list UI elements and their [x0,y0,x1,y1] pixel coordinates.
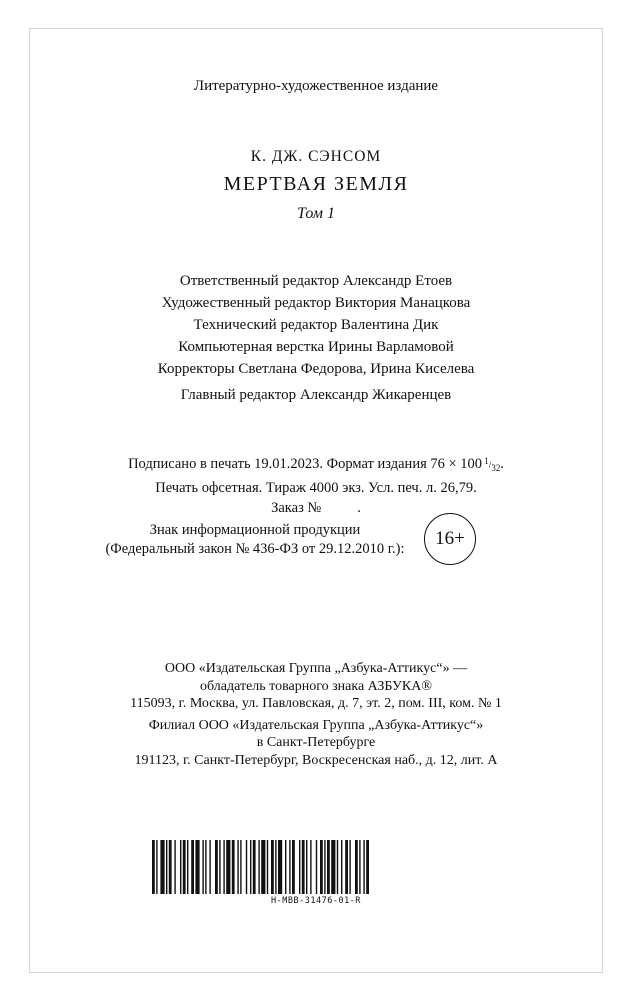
barcode-bar [341,840,342,894]
barcode-bar [253,840,256,894]
barcode-bar [320,840,323,894]
barcode-bar [292,840,295,894]
branch-address: 191123, г. Санкт-Петербург, Воскресенская наб., д. 12, лит. А [134,752,498,768]
barcode-bar [331,840,335,894]
barcode-bar [285,840,286,894]
credit-line: Технический редактор Валентина Дик [193,317,439,333]
barcode-bar [359,840,360,894]
barcode-bar [166,840,167,894]
branch-line: в Санкт-Петербурге [256,735,376,750]
barcode-bar [205,840,206,894]
barcode-bar [258,840,259,894]
publisher-line: ООО «Издательская Группа „Азбука-Аттикус“» — [164,661,468,676]
credit-line: Компьютерная верстка Ирины Варламовой [178,339,454,355]
age-rating: 16+ [435,528,465,549]
print-info-line2: Печать офсетная. Тираж 4000 экз. Усл. печ. л. 26,79. [155,479,477,496]
info-sign-line1: Знак информационной продукции [149,522,361,538]
barcode-bar [195,840,199,894]
barcode-bar [174,840,175,894]
barcode-bar [316,840,317,894]
barcode-bar [169,840,172,894]
credit-line: Корректоры Светлана Федорова, Ирина Киселева [157,361,475,377]
barcode-bar [366,840,369,894]
barcode-bar [324,840,325,894]
barcode-bar [337,840,338,894]
barcode-bar [219,840,220,894]
barcode-bar [355,840,358,894]
barcode-bar [289,840,290,894]
volume-label: Том 1 [297,205,335,222]
barcode-bar [275,840,276,894]
barcode-bar [310,840,311,894]
book-title: МЕРТВАЯ ЗЕМЛЯ [223,173,409,195]
barcode-bar [191,840,194,894]
branch-line: Филиал ООО «Издательская Группа „Азбука-Аттикус“» [148,717,484,733]
print-info [0,451,632,518]
barcode-bar [183,840,186,894]
chief-editor: Главный редактор Александр Жикаренцев [180,387,452,403]
publisher-address: 115093, г. Москва, ул. Павловская, д. 7, эт. 2, пом. III, ком. № 1 [130,696,502,711]
barcode-bar [237,840,238,894]
barcode-bar [363,840,364,894]
author-name: К. ДЖ. СЭНСОМ [250,148,382,165]
edition-type: Литературно-художественное издание [193,78,439,94]
barcode-bar [271,840,274,894]
barcode-bar [226,840,230,894]
publisher-line: обладатель товарного знака АЗБУКА® [200,678,432,694]
barcode-bar [180,840,181,894]
info-sign-text [100,521,410,559]
barcode-bar [302,840,305,894]
barcode-bar [278,840,282,894]
barcode-bar [246,840,247,894]
barcode-bar [187,840,188,894]
order-number: Заказ № . [271,499,361,516]
info-sign-line2: (Федеральный закон № 436-ФЗ от 29.12.2010 г.): [105,541,405,557]
barcode-bar [299,840,300,894]
barcode-bar [349,840,350,894]
barcode-bar [306,840,307,894]
credits-block [0,270,632,406]
barcode-bar [267,840,268,894]
barcode-bar [160,840,164,894]
barcode-bar [202,840,203,894]
barcode-bar [345,840,348,894]
credit-line: Художественный редактор Виктория Манацкова [161,295,471,311]
publisher-block [0,660,632,769]
barcode-bar [240,840,241,894]
barcode-bar [250,840,251,894]
print-info-line1: Подписано в печать 19.01.2023. Формат издания 76 × 100 $^1/_{32}$. [128,456,504,473]
age-rating-badge [424,513,476,565]
format-fraction: $^1/_{32}$ [484,456,501,473]
credit-line: Ответственный редактор Александр Етоев [179,273,453,289]
barcode-bar [327,840,330,894]
barcode-text: H-MBB-31476-01-R [271,896,361,906]
barcode-bar [152,840,155,894]
barcode [150,840,480,894]
barcode-bar [156,840,157,894]
format-text: Подписано в печать 19.01.2023. Формат издания 76 × 100 [128,456,483,472]
barcode-bar [209,840,210,894]
barcode-bar [223,840,224,894]
barcode-bar [261,840,265,894]
barcode-bars [150,840,480,894]
barcode-bar [232,840,235,894]
barcode-bar [215,840,218,894]
